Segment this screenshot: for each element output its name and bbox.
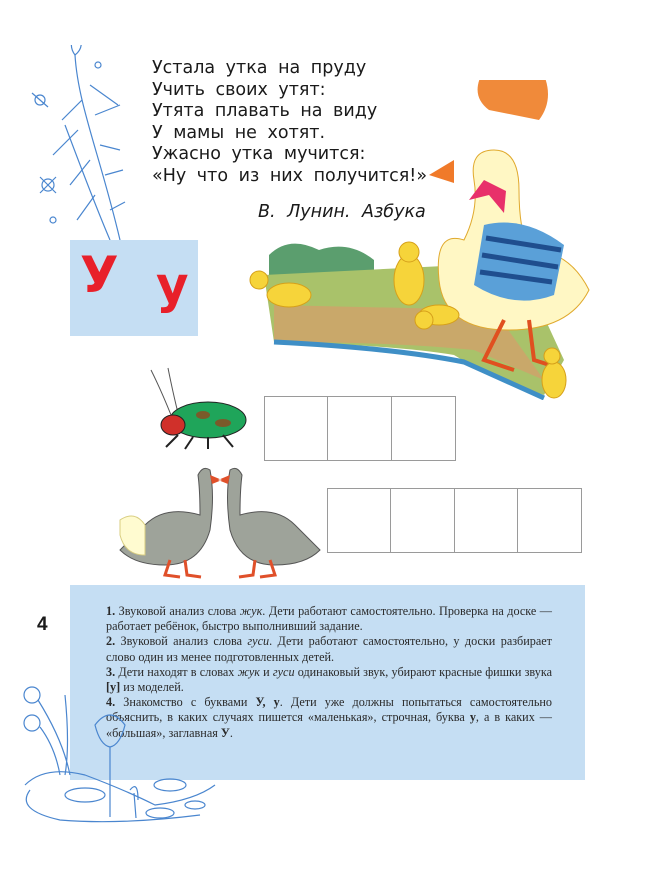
- sound-box[interactable]: [391, 396, 456, 461]
- note-text: Дети находят в словах: [118, 664, 238, 679]
- note-letter: у: [469, 710, 476, 725]
- sound-model-boxes-beetle: [265, 396, 456, 461]
- sound-box[interactable]: [390, 488, 455, 553]
- note-word: гуси: [247, 634, 270, 649]
- note-letter: У, у: [255, 695, 280, 710]
- poem-line: Устала утка на пруду: [152, 58, 367, 78]
- sound-model-boxes-geese: [328, 488, 582, 553]
- note-number: 4.: [106, 695, 116, 710]
- note-word: гуси: [272, 664, 295, 679]
- duck-family-illustration-icon: [234, 80, 624, 400]
- note-text: и: [260, 664, 273, 679]
- note-number: 3.: [106, 664, 116, 679]
- note-letter: У: [220, 725, 230, 740]
- sound-box[interactable]: [327, 396, 392, 461]
- note-text: , а в каких — «большая», заглавная: [106, 710, 552, 740]
- uppercase-letter: У: [80, 246, 119, 304]
- geese-illustration-icon: [115, 465, 325, 580]
- note-text: одинаковый звук, убирают красные фишки звука: [294, 664, 553, 679]
- poem-line: Ужасно утка мучится:: [152, 144, 366, 165]
- poem-line: Учить своих утят:: [152, 79, 326, 100]
- sound-box[interactable]: [327, 488, 392, 553]
- poem-author: В. Лунин. Азбука: [258, 202, 426, 222]
- note-text: из моделей.: [120, 680, 184, 695]
- note-text: Звуковой анализ слова: [118, 604, 240, 618]
- note-item: [106, 604, 552, 634]
- note-text: Звуковой анализ слова: [120, 634, 248, 649]
- poem-line: «Ну что из них получится!»: [152, 165, 428, 186]
- pond-decoration-icon: [10, 675, 220, 825]
- page-number: 4: [37, 614, 48, 635]
- note-text: .: [229, 725, 233, 740]
- lowercase-letter: у: [156, 256, 189, 314]
- note-word: жук: [239, 604, 263, 618]
- note-text: . Дети уже должны попытаться самостоятельно объяснить, в каких случаях пишется «маленькая», строчная, буква: [106, 695, 553, 725]
- letter-card: [70, 240, 198, 336]
- note-sound: [у]: [106, 680, 121, 695]
- plant-decoration-icon: [20, 45, 130, 245]
- note-number: 2.: [106, 634, 116, 649]
- poem-line: Утята плавать на виду: [152, 101, 378, 122]
- sound-box[interactable]: [264, 396, 329, 461]
- poem-line: У мамы не хотят.: [152, 122, 326, 143]
- note-text: . Дети работают самостоятельно. Проверка на доске — работает ребёнок, быстро выполнивший задание.: [106, 604, 552, 634]
- note-text: . Дети работают самостоятельно, у доски разбирает слово один из менее подготовленных детей.: [106, 634, 553, 664]
- note-text: Знакомство с буквами: [123, 695, 256, 710]
- sound-box[interactable]: [517, 488, 582, 553]
- note-number: 1.: [106, 604, 116, 618]
- beetle-illustration-icon: [143, 365, 248, 450]
- sound-box[interactable]: [454, 488, 519, 553]
- note-item: [106, 634, 552, 664]
- note-word: жук: [237, 664, 261, 679]
